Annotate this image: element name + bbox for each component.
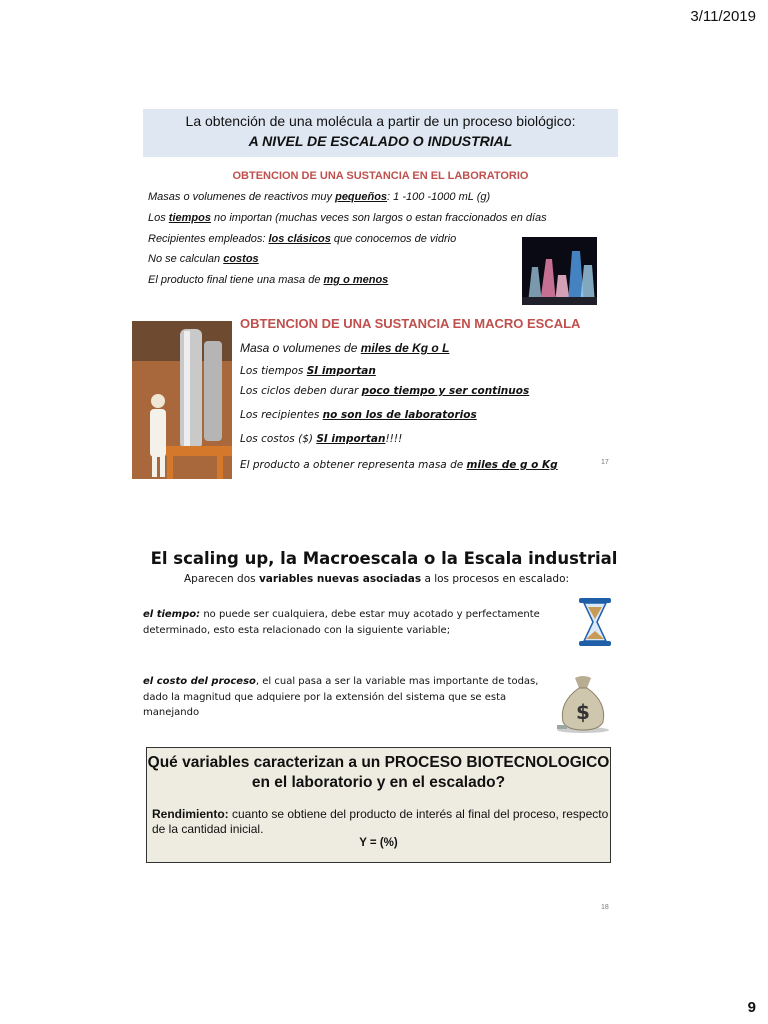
macro-line-3: Los ciclos deben durar poco tiempo y ser continuos: [240, 385, 530, 397]
box-rendimiento: Rendimiento: cuanto se obtiene del producto de interés al final del proceso, respecto de la cantidad inicial.: [152, 807, 609, 836]
page-number: 9: [747, 999, 756, 1016]
print-date: 3/11/2019: [690, 8, 756, 25]
macro-line-4: Los recipientes no son los de laboratorios: [240, 409, 477, 421]
banner-line-1: La obtención de una molécula a partir de un proceso biológico:: [185, 113, 576, 129]
lab-line-2: Los tiempos no importan (muchas veces son largos o estan fraccionados en días: [148, 212, 547, 224]
macro-line-6: El producto a obtener representa masa de miles de g o Kg: [240, 459, 558, 471]
banner-line-2: A NIVEL DE ESCALADO O INDUSTRIAL: [248, 133, 513, 149]
svg-text:$: $: [576, 700, 590, 724]
money-bag-icon: [553, 672, 611, 734]
lab-line-4: No se calculan costos: [148, 253, 259, 265]
macro-line-1: Masa o volumenes de miles de Kg o L: [240, 341, 450, 355]
paragraph-tiempo: el tiempo: no puede ser cualquiera, debe estar muy acotado y perfectamente determinado, esto esta relacionado con la siguiente variable;: [143, 609, 540, 636]
lab-line-5: El producto final tiene una masa de mg o menos: [148, 274, 389, 286]
slide2-title: El scaling up, la Macroescala o la Escala industrial: [150, 549, 618, 568]
slide-number: 18: [601, 904, 609, 911]
macro-line-5: Los costos ($) SI importan!!!!: [240, 433, 403, 445]
macro-section-title: OBTENCION DE UNA SUSTANCIA EN MACRO ESCALA: [240, 316, 581, 331]
lab-section-title: OBTENCION DE UNA SUSTANCIA EN EL LABORATORIO: [232, 170, 529, 182]
bioreactor-photo: [132, 321, 232, 479]
box-formula: Y = (%): [359, 837, 398, 849]
slide2-subtitle: Aparecen dos variables nuevas asociadas a los procesos en escalado:: [184, 573, 570, 585]
box-question: Qué variables caracterizan a un PROCESO BIOTECNOLOGICO en el laboratorio y en el escalado?: [147, 754, 610, 791]
lab-line-3: Recipientes empleados: los clásicos que conocemos de vidrio: [148, 233, 457, 245]
lab-line-1: Masas o volumenes de reactivos muy pequeños: 1 -100 -1000 mL (g): [148, 191, 491, 203]
question-box: [146, 747, 611, 863]
slide-number: 17: [601, 459, 609, 466]
paragraph-costo: el costo del proceso, el cual pasa a ser la variable mas importante de todas, dado la magnitud que adquiere por la extensión del sistema que se esta manejando: [143, 676, 539, 718]
slide1-banner: [143, 109, 618, 157]
hourglass-icon: [577, 597, 613, 647]
macro-line-2: Los tiempos SI importan: [240, 365, 376, 377]
glassware-image: [522, 237, 597, 305]
